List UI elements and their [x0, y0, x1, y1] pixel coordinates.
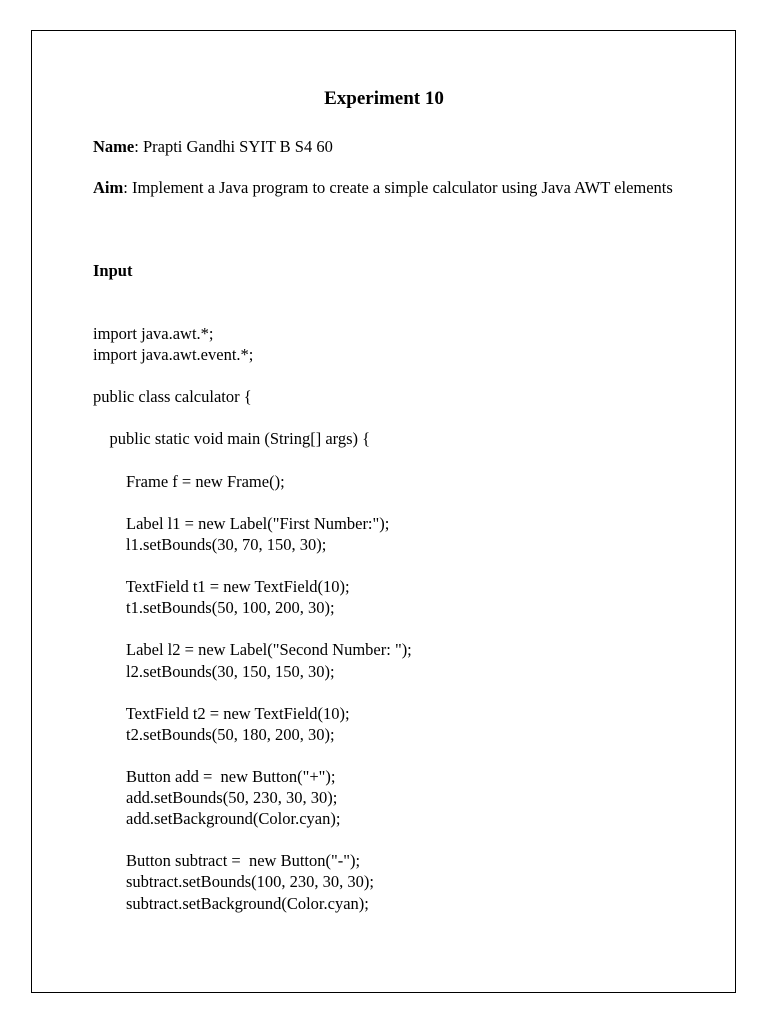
code-line: Button add = new Button("+");	[93, 766, 336, 786]
name-line	[93, 136, 683, 157]
code-line	[93, 618, 693, 639]
code-line: Label l1 = new Label("First Number:");	[93, 513, 390, 533]
code-line: import java.awt.event.*;	[93, 345, 254, 365]
code-line: t2.setBounds(50, 180, 200, 30);	[93, 724, 335, 744]
code-line: import java.awt.*;	[93, 324, 214, 343]
code-line: public static void main (String[] args) {	[93, 429, 371, 449]
code-line: l1.setBounds(30, 70, 150, 30);	[93, 534, 327, 554]
aim-value: : Implement a Java program to create a simple calculator using Java AWT elements	[123, 178, 673, 197]
code-line	[93, 829, 693, 850]
code-line: subtract.setBounds(100, 230, 30, 30);	[93, 872, 374, 892]
code-line: add.setBackground(Color.cyan);	[93, 809, 341, 829]
name-label: Name	[93, 137, 135, 156]
code-line	[93, 365, 693, 386]
code-line: add.setBounds(50, 230, 30, 30);	[93, 788, 338, 808]
code-line: TextField t1 = new TextField(10);	[93, 577, 350, 597]
code-line	[93, 450, 693, 471]
code-line: TextField t2 = new TextField(10);	[93, 703, 350, 723]
code-line: Button subtract = new Button("-");	[93, 851, 361, 871]
code-line	[93, 555, 693, 576]
code-line: public class calculator {	[93, 387, 252, 407]
code-line	[93, 745, 693, 766]
code-line: subtract.setBackground(Color.cyan);	[93, 893, 369, 913]
code-line: Frame f = new Frame();	[93, 471, 285, 491]
input-heading: Input	[93, 261, 133, 280]
aim-line	[93, 177, 683, 198]
aim-label: Aim	[93, 178, 124, 197]
code-line	[93, 407, 693, 428]
code-line: Label l2 = new Label("Second Number: ");	[93, 640, 412, 660]
code-line	[93, 492, 693, 513]
code-line: t1.setBounds(50, 100, 200, 30);	[93, 598, 335, 618]
document-title: Experiment 10	[324, 88, 444, 109]
code-line: l2.setBounds(30, 150, 150, 30);	[93, 661, 335, 681]
code-line	[93, 682, 693, 703]
name-value: : Prapti Gandhi SYIT B S4 60	[134, 137, 333, 156]
code-listing	[93, 323, 693, 914]
